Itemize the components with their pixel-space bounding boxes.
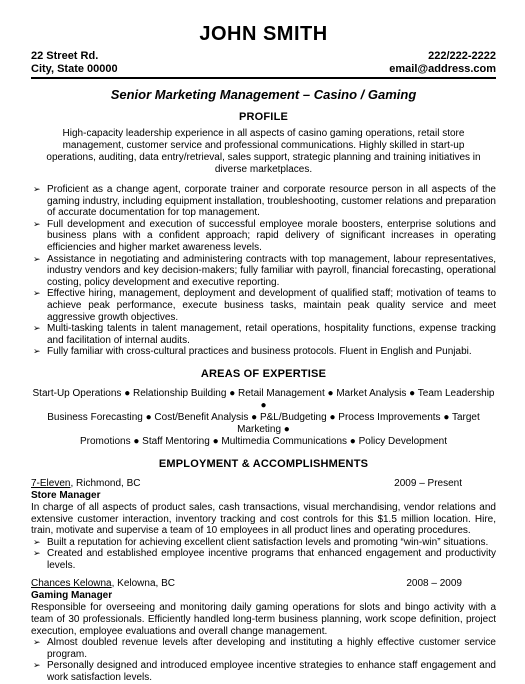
job-header (31, 478, 496, 490)
resume-name: JOHN SMITH (199, 23, 328, 45)
profile-bullet: ➢ Assistance in negotiating and administering contracts with top management, labour representatives, industry vendors and key decision-makers; fully familiar with payroll, financial forecasting, operational costing, policy development and executive reporting. (33, 253, 496, 288)
job-description: Responsible for overseeing and monitoring daily gaming operations for slots and bingo activity with a team of 30 professionals. Efficiently handled long-term business planning, work scope definition, project execution, employee evaluations and overall change management. (31, 602, 496, 637)
profile-bullet: ➢ Multi-tasking talents in talent management, retail operations, hospitality functions, expense tracking and facilitation of internal audits. (33, 323, 496, 346)
email-address: email@address.com (389, 63, 496, 75)
profile-heading: PROFILE (238, 111, 289, 123)
arrow-bullet-icon: ➢ (33, 660, 41, 671)
arrow-bullet-icon: ➢ (33, 288, 41, 299)
phone-number: 222/222-2222 (428, 50, 496, 62)
arrow-bullet-icon: ➢ (33, 184, 41, 194)
job-dates: 2008 – 2009 (406, 578, 462, 590)
job-bullet-list (31, 537, 496, 572)
job-title: Gaming Manager (31, 590, 113, 602)
address-line-2: City, State 00000 (31, 63, 118, 75)
job-bullet-list (31, 637, 496, 683)
arrow-bullet-icon: ➢ (33, 536, 41, 547)
profile-bullet: ➢ Proficient as a change agent, corporate trainer and corporate resource person in all aspects of the gaming industry, including equipment installation, troubleshooting, customer relations and preparation of accurate documentation for top management. (33, 184, 496, 219)
arrow-bullet-icon: ➢ (33, 253, 41, 264)
arrow-bullet-icon: ➢ (33, 637, 41, 648)
profile-bullet: ➢ Effective hiring, management, deployment and development of qualified staff; motivation of teams to achieve peak performance, execute business tasks, maintain peak quality service and meet aggressive growth objectives. (33, 288, 496, 323)
job-location: , Kelowna, BC (111, 578, 175, 590)
job-entry (31, 478, 496, 572)
company-link[interactable]: 7-Eleven (31, 477, 71, 489)
header-divider (31, 77, 496, 79)
profile-summary: High-capacity leadership experience in all aspects of casino gaming operations, retail store management, customer service and professional communications. Highly skilled in start-up operations, auditing, data entry/retrieval, sales support, strategic planning and training initiatives in diverse marketplaces. (46, 128, 481, 175)
job-bullet: ➢ Built a reputation for achieving excellent client satisfaction levels and promoting “win-win” situations. (33, 536, 489, 548)
profile-bullet-list (31, 184, 496, 358)
expertise-line: Start-Up Operations ● Relationship Building ● Retail Management ● Market Analysis ● Team Leadership ● (32, 387, 495, 411)
profile-bullet: ➢ Full development and execution of successful employee morale boosters, enterprise solutions and business plans with a confident approach; rapid delivery of significant increases in operating efficiencies and higher market awareness levels. (33, 218, 496, 253)
job-bullet: ➢ Almost doubled revenue levels after developing and instituting a highly effective customer service program. (33, 637, 496, 660)
expertise-line: Business Forecasting ● Cost/Benefit Analysis ● P&L/Budgeting ● Process Improvements ● Target Marketing ● (47, 411, 480, 435)
expertise-heading: AREAS OF EXPERTISE (200, 367, 327, 380)
expertise-list (31, 388, 496, 448)
address-line-1: 22 Street Rd. (31, 50, 99, 62)
job-description: In charge of all aspects of product sales, cash transactions, visual merchandising, vendor relations and extensive customer interaction, inventory tracking and cost controls for this $1.5 million location. Hire, train, motivate and supervise a team of 10 employees in all product lines and operating procedures. (31, 501, 496, 537)
arrow-bullet-icon: ➢ (33, 346, 41, 357)
contact-block (31, 50, 496, 76)
job-entry (31, 578, 496, 683)
profile-bullet: ➢ Fully familiar with cross-cultural practices and business protocols. Fluent in English and Punjabi. (33, 346, 472, 358)
phone-email-block (389, 50, 496, 76)
job-bullet: ➢ Personally designed and introduced employee incentive strategies to enhance staff engagement and work satisfaction levels. (33, 660, 496, 684)
company-link[interactable]: Chances Kelowna (31, 578, 112, 590)
arrow-bullet-icon: ➢ (33, 548, 41, 559)
job-bullet: ➢ Created and established employee incentive programs that enhanced engagement and productivity levels. (33, 548, 496, 571)
address-block (31, 50, 118, 76)
job-title: Store Manager (31, 489, 101, 501)
job-dates: 2009 – Present (394, 477, 462, 489)
expertise-line: Promotions ● Staff Mentoring ● Multimedia Communications ● Policy Development (80, 435, 447, 447)
job-header (31, 578, 496, 590)
objective-title: Senior Marketing Management – Casino / Gaming (110, 87, 417, 102)
employment-heading: EMPLOYMENT & ACCOMPLISHMENTS (158, 457, 369, 470)
job-location: , Richmond, BC (70, 477, 141, 489)
arrow-bullet-icon: ➢ (33, 323, 41, 334)
arrow-bullet-icon: ➢ (33, 218, 41, 229)
